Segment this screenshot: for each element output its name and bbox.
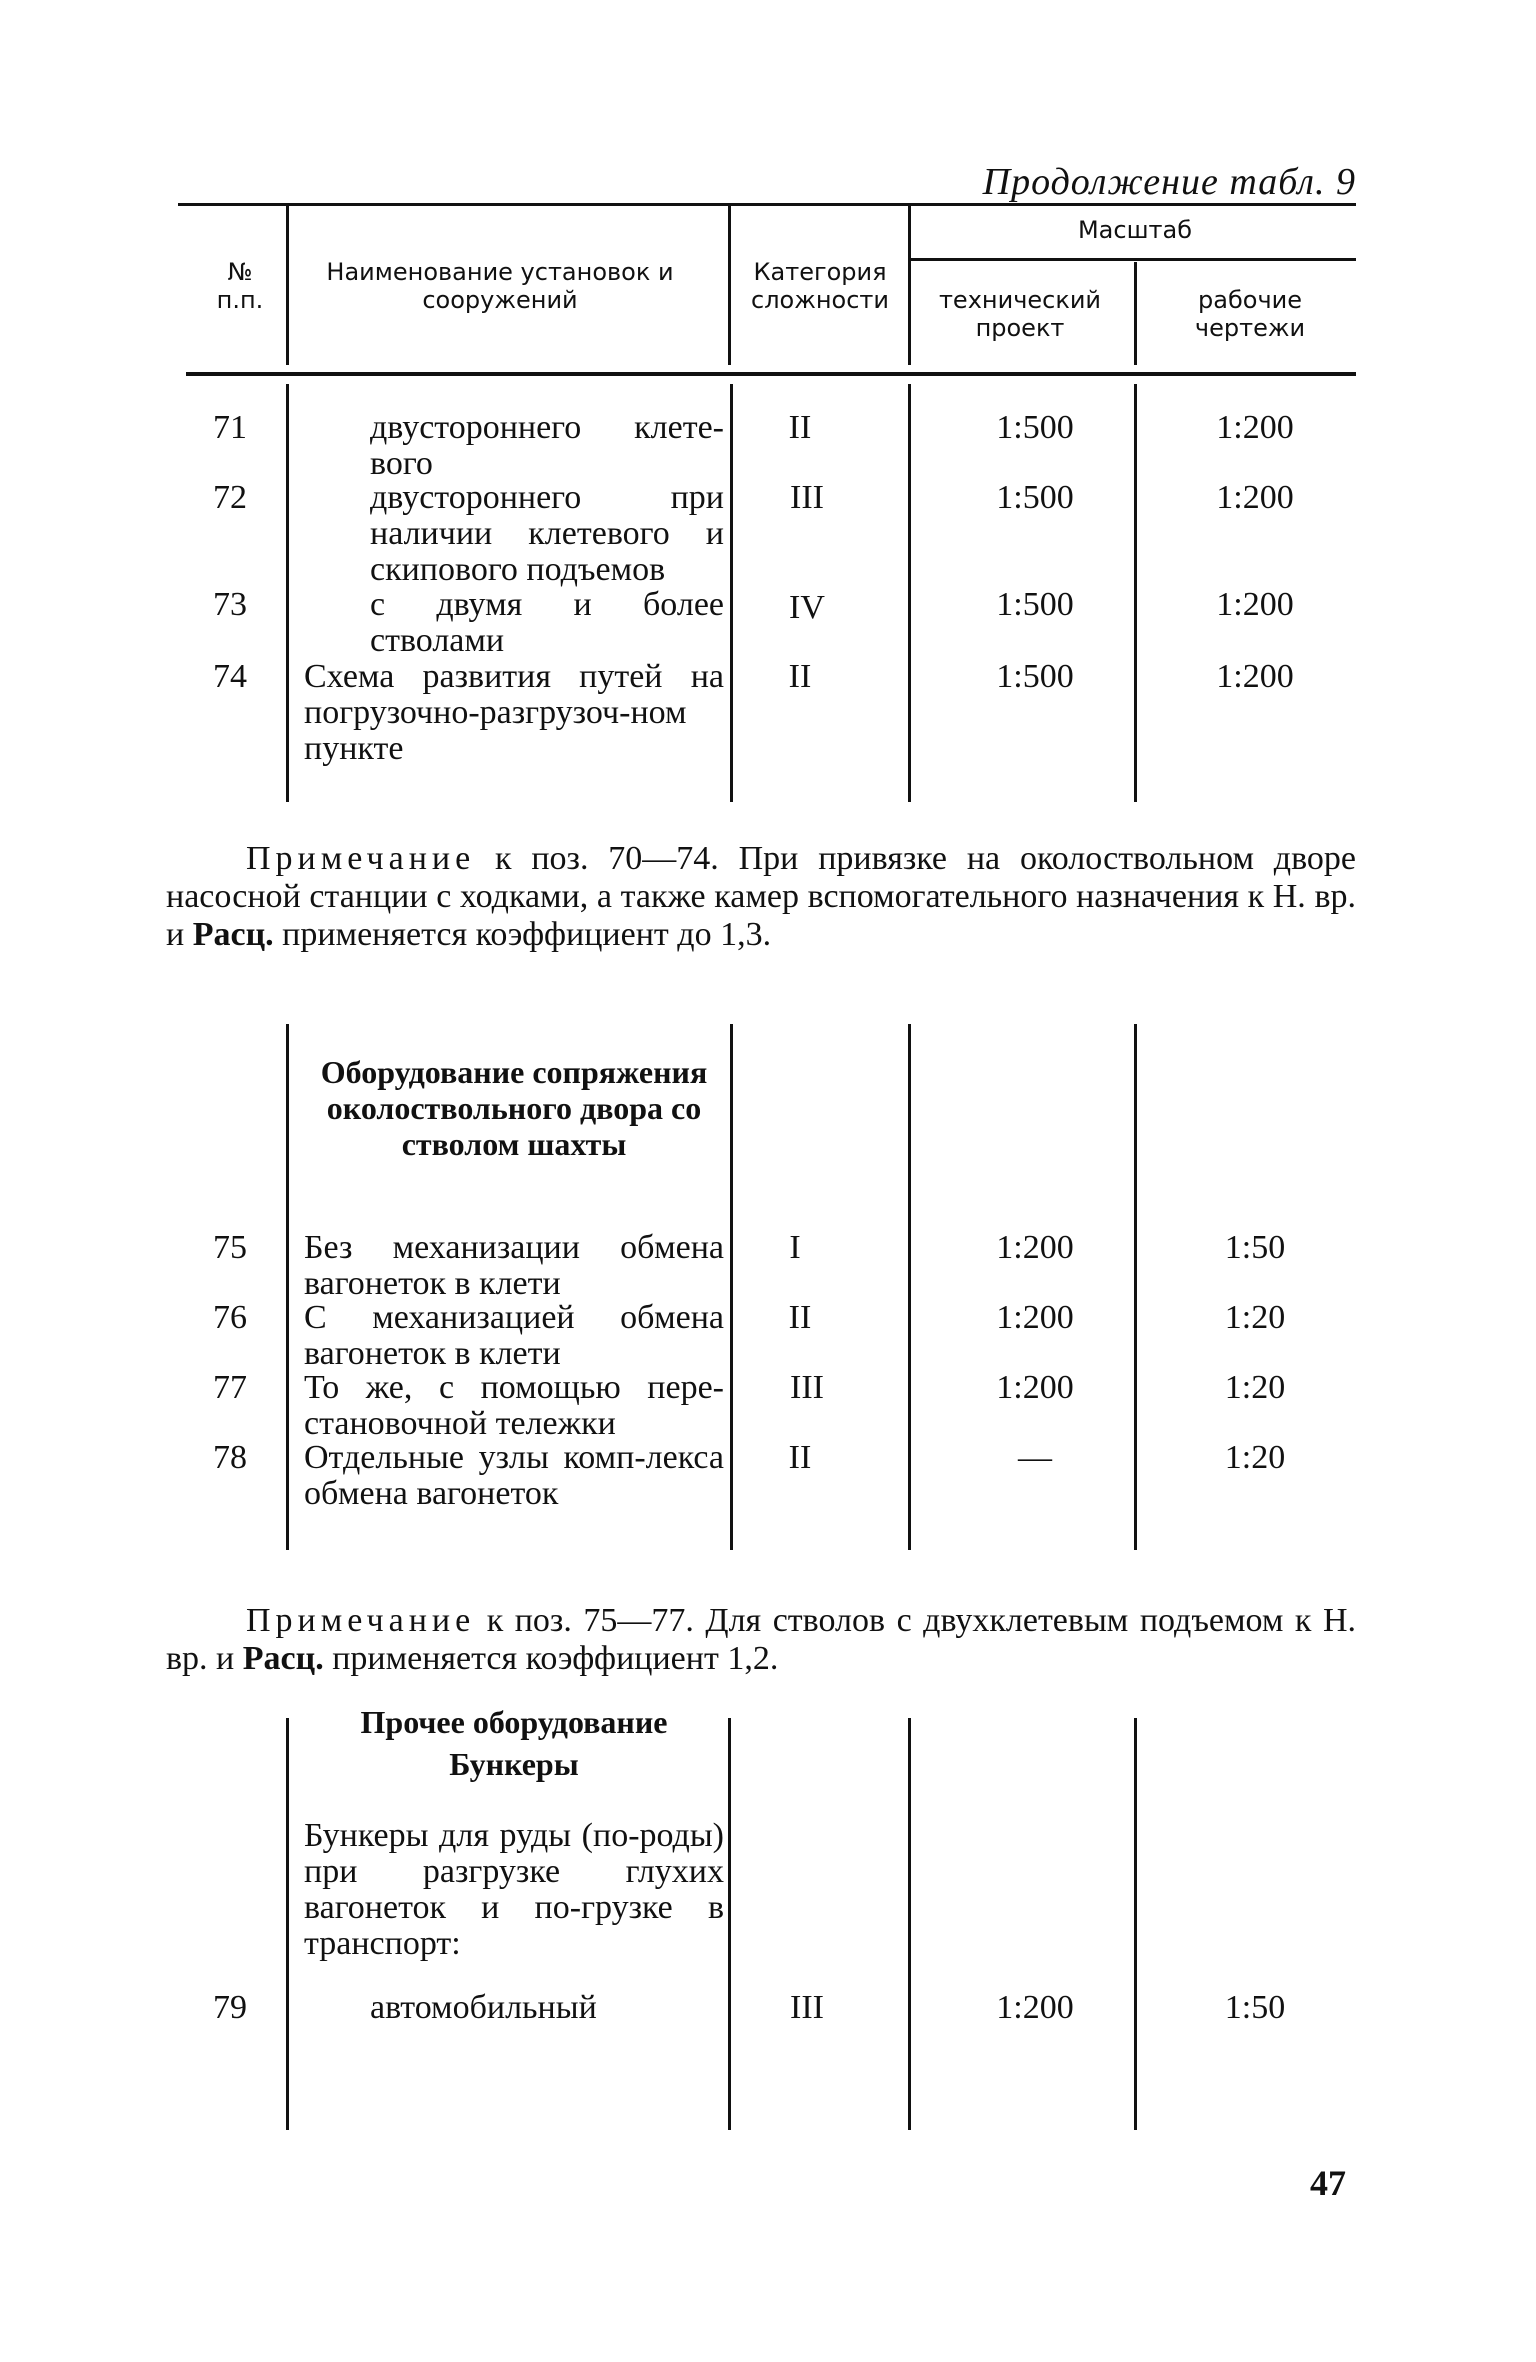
note1-text-b: применяется коэффициент до 1,3. xyxy=(273,916,772,953)
row-77-category: III xyxy=(790,1369,824,1406)
note2-label: Примечание xyxy=(246,1602,476,1639)
block2-vline-1 xyxy=(286,1024,289,1550)
row-79-name: автомобильный xyxy=(370,1989,597,2026)
bunkers-intro: Бункеры для руды (по-роды) при разгрузке глухих вагонеток и по-грузке в транспорт: xyxy=(304,1817,724,1962)
section-title-other-equipment: Прочее оборудование xyxy=(360,1704,668,1740)
row-78-category: II xyxy=(788,1439,812,1476)
header-vline-3 xyxy=(908,205,911,365)
block1-vline-2 xyxy=(730,384,733,802)
row-76-scale-working: 1:20 xyxy=(1224,1299,1286,1336)
row-78-name: Отдельные узлы комп-лекса обмена вагонеток xyxy=(304,1439,724,1512)
row-74-scale-tech: 1:500 xyxy=(996,658,1074,695)
row-73-category: IV xyxy=(789,589,825,626)
row-77-name: То же, с помощью пере-становочной тележки xyxy=(304,1369,724,1442)
block1-vline-1 xyxy=(286,384,289,802)
row-74-num: 74 xyxy=(213,658,247,695)
row-75-category: I xyxy=(789,1229,801,1266)
header-bottom-rule xyxy=(186,372,1356,376)
header-scale-working: рабочие чертежи xyxy=(1194,286,1306,342)
row-78-num: 78 xyxy=(213,1439,247,1476)
header-scale-tech: технический проект xyxy=(938,286,1102,342)
row-72-category: III xyxy=(790,479,824,516)
header-num: № п.п. xyxy=(216,258,264,314)
row-74-category: II xyxy=(788,658,812,695)
block1-vline-4 xyxy=(1134,384,1137,802)
block3-vline-4 xyxy=(1134,1718,1137,2130)
section-title-bunkers: Бункеры xyxy=(449,1746,579,1782)
row-78-scale-working: 1:20 xyxy=(1224,1439,1286,1476)
header-vline-2 xyxy=(728,205,731,365)
header-scale: Масштаб xyxy=(1077,216,1193,244)
row-72-scale-tech: 1:500 xyxy=(996,479,1074,516)
row-79-scale-tech: 1:200 xyxy=(996,1989,1074,2026)
note-positions-70-74 xyxy=(166,840,1356,954)
header-vline-1 xyxy=(286,205,289,365)
row-77-scale-tech: 1:200 xyxy=(996,1369,1074,1406)
row-71-num: 71 xyxy=(213,409,247,446)
row-71-category: II xyxy=(788,409,812,446)
row-76-num: 76 xyxy=(213,1299,247,1336)
block1-vline-3 xyxy=(908,384,911,802)
note-positions-75-77 xyxy=(166,1602,1356,1678)
scale-rule xyxy=(910,258,1356,261)
row-78-scale-tech: — xyxy=(1018,1439,1052,1476)
note1-bold: Расц. xyxy=(192,916,274,953)
note1-text-a: к поз. 70—74. При привязке на околоствольном дворе насосной станции с ходками, а также камер вспомогательного назначения к Н. вр. и xyxy=(166,840,1356,953)
page-number: 47 xyxy=(1310,2163,1346,2203)
row-75-num: 75 xyxy=(213,1229,247,1266)
row-72-scale-working: 1:200 xyxy=(1216,479,1294,516)
row-71-name: двустороннего клете-вого xyxy=(370,409,724,482)
row-73-name: с двумя и более стволами xyxy=(370,586,724,659)
block3-vline-1 xyxy=(286,1718,289,2130)
row-73-scale-tech: 1:500 xyxy=(996,586,1074,623)
section-title-shaft-junction: Оборудование сопряжения околоствольного двора со стволом шахты xyxy=(320,1054,708,1162)
row-74-name: Схема развития путей на погрузочно-разгрузоч-ном пункте xyxy=(304,658,724,767)
row-73-num: 73 xyxy=(213,586,247,623)
row-72-name: двустороннего при наличии клетевого и скипового подъемов xyxy=(370,479,724,588)
note1-label: Примечание xyxy=(246,840,476,877)
row-73-scale-working: 1:200 xyxy=(1216,586,1294,623)
note2-text-a: к поз. 75—77. Для стволов с двухклетевым подъемом к Н. вр. и xyxy=(166,1602,1356,1677)
row-71-scale-tech: 1:500 xyxy=(996,409,1074,446)
row-72-num: 72 xyxy=(213,479,247,516)
row-79-scale-working: 1:50 xyxy=(1224,1989,1286,2026)
row-79-num: 79 xyxy=(213,1989,247,2026)
table-continuation-caption: Продолжение табл. 9 xyxy=(982,161,1356,203)
row-76-name: С механизацией обмена вагонеток в клети xyxy=(304,1299,724,1372)
row-75-scale-tech: 1:200 xyxy=(996,1229,1074,1266)
row-77-num: 77 xyxy=(213,1369,247,1406)
row-76-category: II xyxy=(788,1299,812,1336)
block2-vline-4 xyxy=(1134,1024,1137,1550)
row-75-name: Без механизации обмена вагонеток в клети xyxy=(304,1229,724,1302)
note2-text-b: применяется коэффициент 1,2. xyxy=(323,1640,779,1677)
block3-vline-3 xyxy=(908,1718,911,2130)
block2-vline-2 xyxy=(730,1024,733,1550)
row-79-category: III xyxy=(790,1989,824,2026)
row-77-scale-working: 1:20 xyxy=(1224,1369,1286,1406)
header-name: Наименование установок и сооружений xyxy=(326,258,674,314)
top-rule xyxy=(178,203,1356,206)
note2-bold: Расц. xyxy=(242,1640,324,1677)
row-74-scale-working: 1:200 xyxy=(1216,658,1294,695)
row-75-scale-working: 1:50 xyxy=(1224,1229,1286,1266)
header-vline-4 xyxy=(1134,262,1137,365)
row-76-scale-tech: 1:200 xyxy=(996,1299,1074,1336)
header-category: Категория сложности xyxy=(751,258,889,314)
block3-vline-2 xyxy=(728,1718,731,2130)
block2-vline-3 xyxy=(908,1024,911,1550)
row-71-scale-working: 1:200 xyxy=(1216,409,1294,446)
